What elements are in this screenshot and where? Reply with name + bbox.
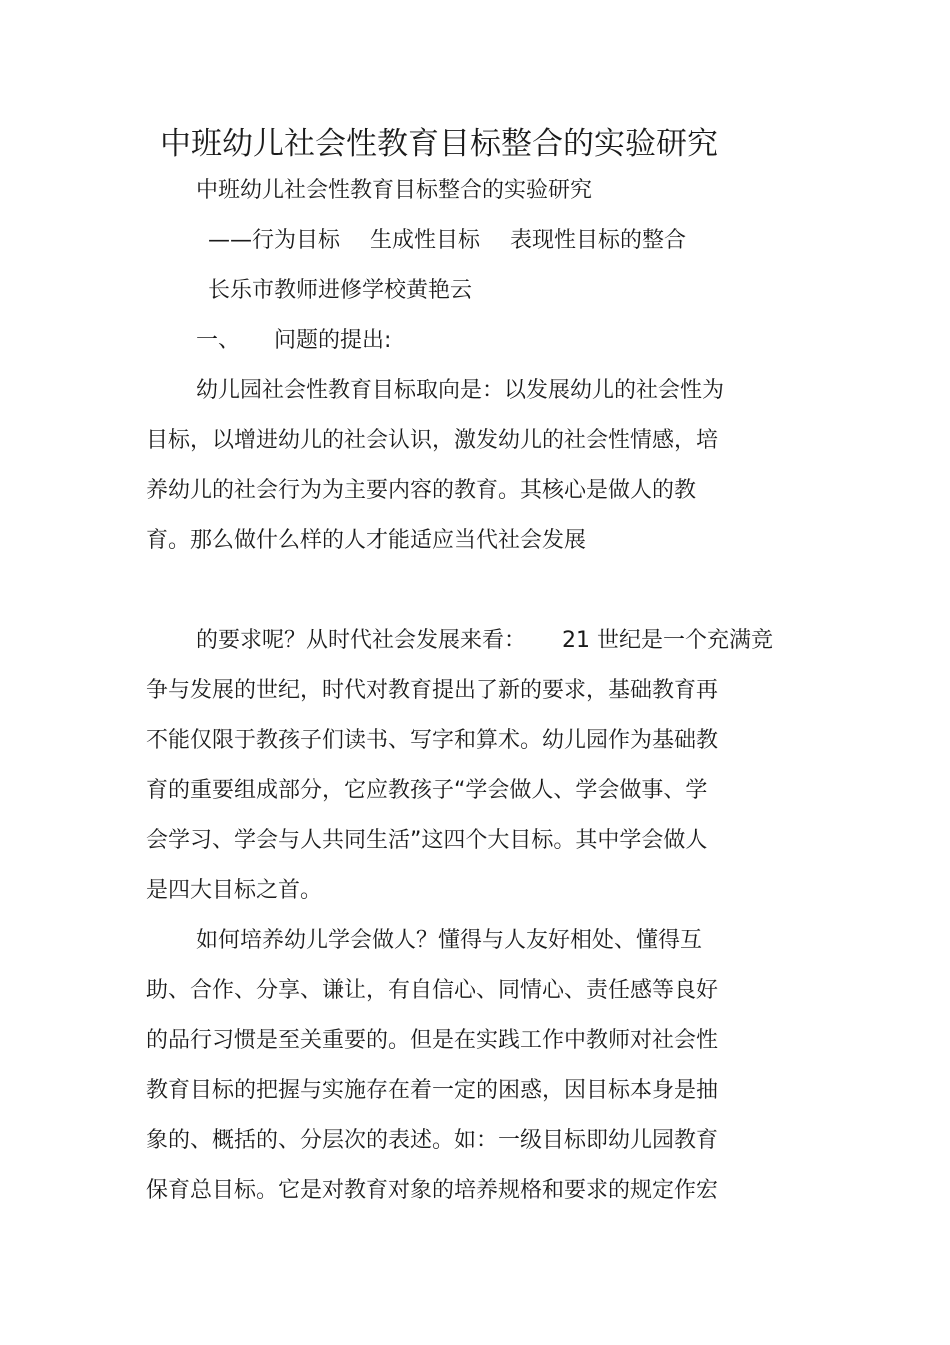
- subtitle-dash: ——: [208, 228, 252, 253]
- century-number: 21: [562, 628, 591, 653]
- paragraph-line: 会学习、学会与人共同生活”这四个大目标。其中学会做人: [146, 828, 708, 853]
- paragraph-line: 教育目标的把握与实施存在着一定的困惑，因目标本身是抽: [146, 1078, 719, 1103]
- paragraph-line: 养幼儿的社会行为为主要内容的教育。其核心是做人的教: [146, 478, 697, 503]
- subtitle-goal-expressive: 表现性目标的整合: [510, 228, 687, 253]
- paragraph-line: 助、合作、分享、谦让，有自信心、同情心、责任感等良好: [146, 978, 719, 1003]
- document-subtitle: 中班幼儿社会性教育目标整合的实验研究: [196, 178, 593, 203]
- paragraph-line: 幼儿园社会性教育目标取向是：以发展幼儿的社会性为: [196, 378, 725, 403]
- paragraph-line: 目标，以增进幼儿的社会认识，激发幼儿的社会性情感，培: [146, 428, 719, 453]
- paragraph-line: [196, 626, 773, 656]
- document-subtitle-goals: [208, 226, 686, 256]
- paragraph-text: 的要求呢？从时代社会发展来看：: [196, 628, 527, 653]
- paragraph-line: 保育总目标。它是对教育对象的培养规格和要求的规定作宏: [146, 1178, 719, 1203]
- paragraph-line: 如何培养幼儿学会做人？懂得与人友好相处、懂得互: [196, 928, 703, 953]
- paragraph-line: 是四大目标之首。: [146, 878, 323, 903]
- document-author: 长乐市教师进修学校黄艳云: [208, 278, 473, 303]
- document-title: 中班幼儿社会性教育目标整合的实验研究: [160, 126, 718, 162]
- subtitle-goal-behavior: 行为目标: [252, 228, 341, 253]
- paragraph-line: 育的重要组成部分，它应教孩子“学会做人、学会做事、学: [146, 778, 708, 803]
- paragraph-line: 象的、概括的、分层次的表述。如：一级目标即幼儿园教育: [146, 1128, 719, 1153]
- paragraph-line: 不能仅限于教孩子们读书、写字和算术。幼儿园作为基础教: [146, 728, 719, 753]
- paragraph-line: 争与发展的世纪，时代对教育提出了新的要求，基础教育再: [146, 678, 719, 703]
- subtitle-goal-generative: 生成性目标: [370, 228, 481, 253]
- paragraph-line: 育。那么做什么样的人才能适应当代社会发展: [146, 528, 587, 553]
- paragraph-text: 世纪是一个充满竞: [597, 628, 774, 653]
- section-number: 一、: [196, 328, 241, 353]
- section-title: 问题的提出:: [274, 328, 392, 353]
- section-heading: [196, 326, 391, 356]
- paragraph-line: 的品行习惯是至关重要的。但是在实践工作中教师对社会性: [146, 1028, 719, 1053]
